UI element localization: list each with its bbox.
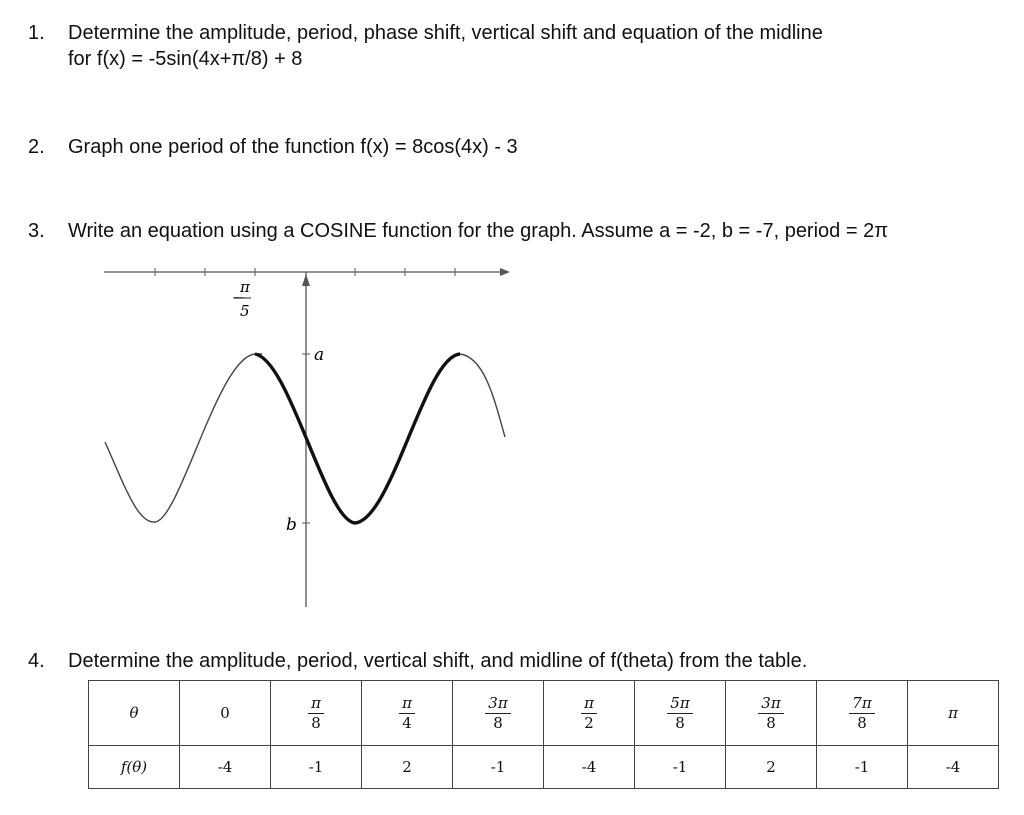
question-number: 1. xyxy=(28,22,45,44)
question-number: 4. xyxy=(28,650,45,672)
theta-cell: $\frac{7\pi}{8}$ xyxy=(817,681,908,746)
theta-cell: $\frac{\pi}{4}$ xyxy=(362,681,453,746)
label-a: a xyxy=(314,345,325,365)
f-header: f(θ) xyxy=(89,746,180,789)
theta-row xyxy=(89,681,999,746)
theta-cell: $\frac{\pi}{2}$ xyxy=(544,681,635,746)
f-row xyxy=(89,746,999,789)
theta-cell: π xyxy=(908,681,999,746)
f-value-cell: -4 xyxy=(544,746,635,789)
question-number: 3. xyxy=(28,220,45,242)
theta-cell: $\frac{3\pi}{8}$ xyxy=(453,681,544,746)
question-text xyxy=(68,648,807,674)
f-value-cell: -1 xyxy=(453,746,544,789)
theta-cell: 0 xyxy=(180,681,271,746)
f-value-cell: -1 xyxy=(635,746,726,789)
theta-cell: $\frac{\pi}{8}$ xyxy=(271,681,362,746)
theta-cell: $\frac{3\pi}{8}$ xyxy=(726,681,817,746)
question-text xyxy=(68,134,518,160)
x-label-denominator: 5 xyxy=(240,302,250,320)
question-line: Determine the amplitude, period, phase shift, vertical shift and equation of the midline xyxy=(68,22,823,44)
f-value-cell: 2 xyxy=(362,746,453,789)
f-value-cell: 2 xyxy=(726,746,817,789)
x-axis-arrow xyxy=(500,268,510,276)
question-line: Determine the amplitude, period, vertical shift, and midline of f(theta) from the table. xyxy=(68,650,808,672)
theta-header: θ xyxy=(89,681,180,746)
f-value-cell: -4 xyxy=(180,746,271,789)
question-line: Write an equation using a COSINE function for the graph. Assume a = -2, b = -7, period = 2π xyxy=(68,220,888,242)
y-axis-arrow xyxy=(302,274,310,286)
label-b: b xyxy=(286,515,297,535)
x-label-sign: − xyxy=(232,288,246,307)
f-value-cell: -1 xyxy=(271,746,362,789)
f-value-cell: -1 xyxy=(817,746,908,789)
values-table xyxy=(88,680,999,789)
question-line: for f(x) = -5sin(4x+π/8) + 8 xyxy=(68,48,303,70)
theta-cell: $\frac{5\pi}{8}$ xyxy=(635,681,726,746)
cosine-graph xyxy=(100,262,520,612)
question-number: 2. xyxy=(28,136,45,158)
question-text xyxy=(68,20,823,72)
x-label-numerator: π xyxy=(240,278,250,296)
question-line: Graph one period of the function f(x) = 8cos(4x) - 3 xyxy=(68,136,518,158)
curve-thick xyxy=(255,354,460,523)
f-value-cell: -4 xyxy=(908,746,999,789)
question-text xyxy=(68,218,888,244)
